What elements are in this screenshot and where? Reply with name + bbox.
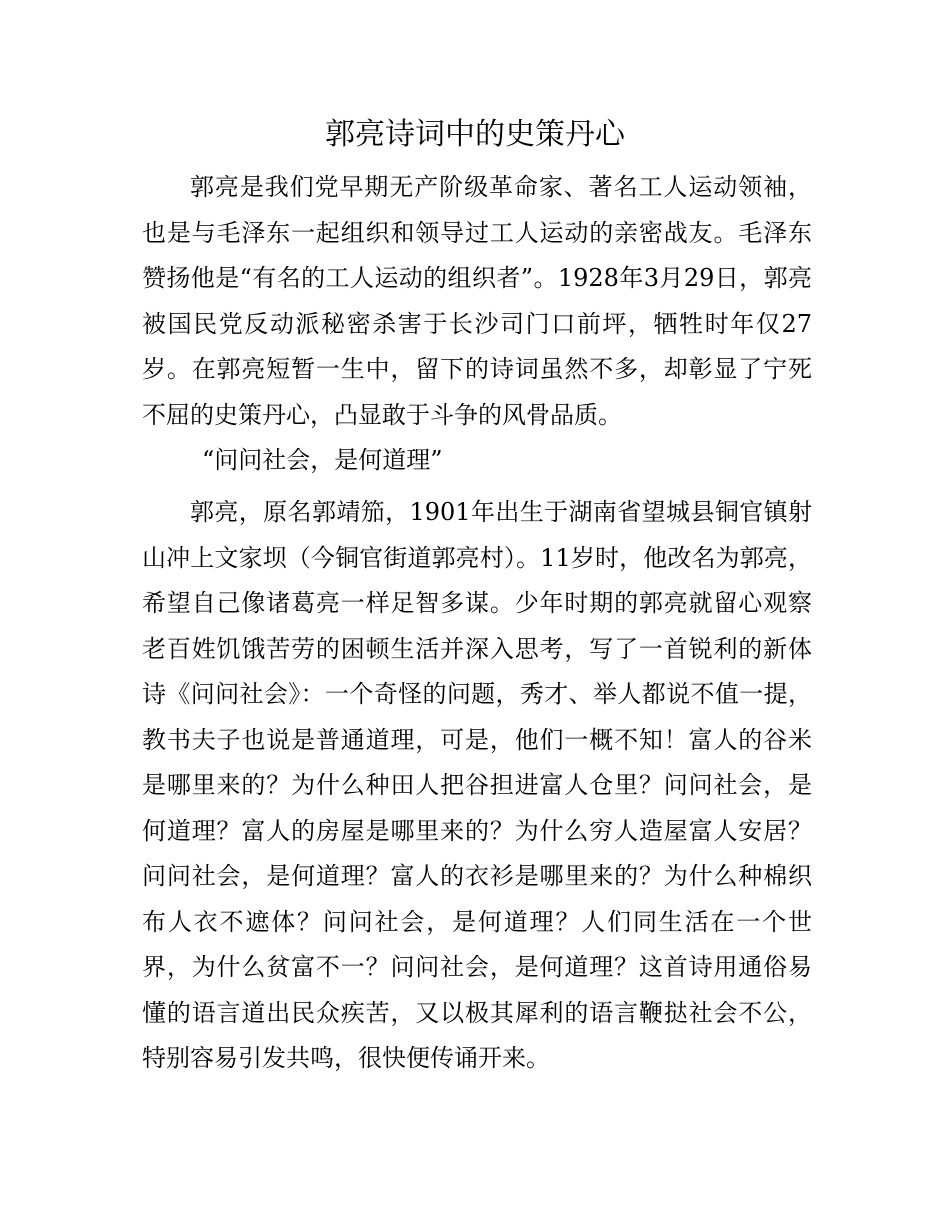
body-paragraph: 郭亮，原名郭靖笳，1901年出生于湖南省望城县铜官镇射山冲上文家坝（今铜官街道郭亮村）。11岁时，他改名为郭亮，希望自己像诸葛亮一样足智多谋。少年时期的郭亮就留心观察老百姓饥饿苦劳的困顿生活并深入思考，写了一首锐利的新体诗《问问社会》：一个奇怪的问题，秀才、举人都说不值一提，教书夫子也说是普通道理，可是，他们一概不知！富人的谷米是哪里来的？为什么种田人把谷担进富人仓里？问问社会，是何道理？富人的房屋是哪里来的？为什么穷人造屋富人安居？问问社会，是何道理？富人的衣衫是哪里来的？为什么种棉织布人衣不遮体？问问社会，是何道理？人们同生活在一个世界，为什么贫富不一？问问社会，是何道理？这首诗用通俗易懂的语言道出民众疾苦，又以极其犀利的语言鞭挞社会不公，特别容易引发共鸣，很快便传诵开来。 [142,498,812,1072]
page-title: 郭亮诗词中的史策丹心 [325,117,625,152]
section-heading: “问问社会，是何道理” [202,446,443,474]
intro-paragraph: 郭亮是我们党早期无产阶级革命家、著名工人运动领袖，也是与毛泽东一起组织和领导过工人运动的亲密战友。毛泽东赞扬他是“有名的工人运动的组织者”。1928年3月29日，郭亮被国民党反动派秘密杀害于长沙司门口前坪，牺牲时年仅27岁。在郭亮短暂一生中，留下的诗词虽然不多，却彰显了宁死不屈的史策丹心，凸显敢于斗争的风骨品质。 [142,173,812,429]
